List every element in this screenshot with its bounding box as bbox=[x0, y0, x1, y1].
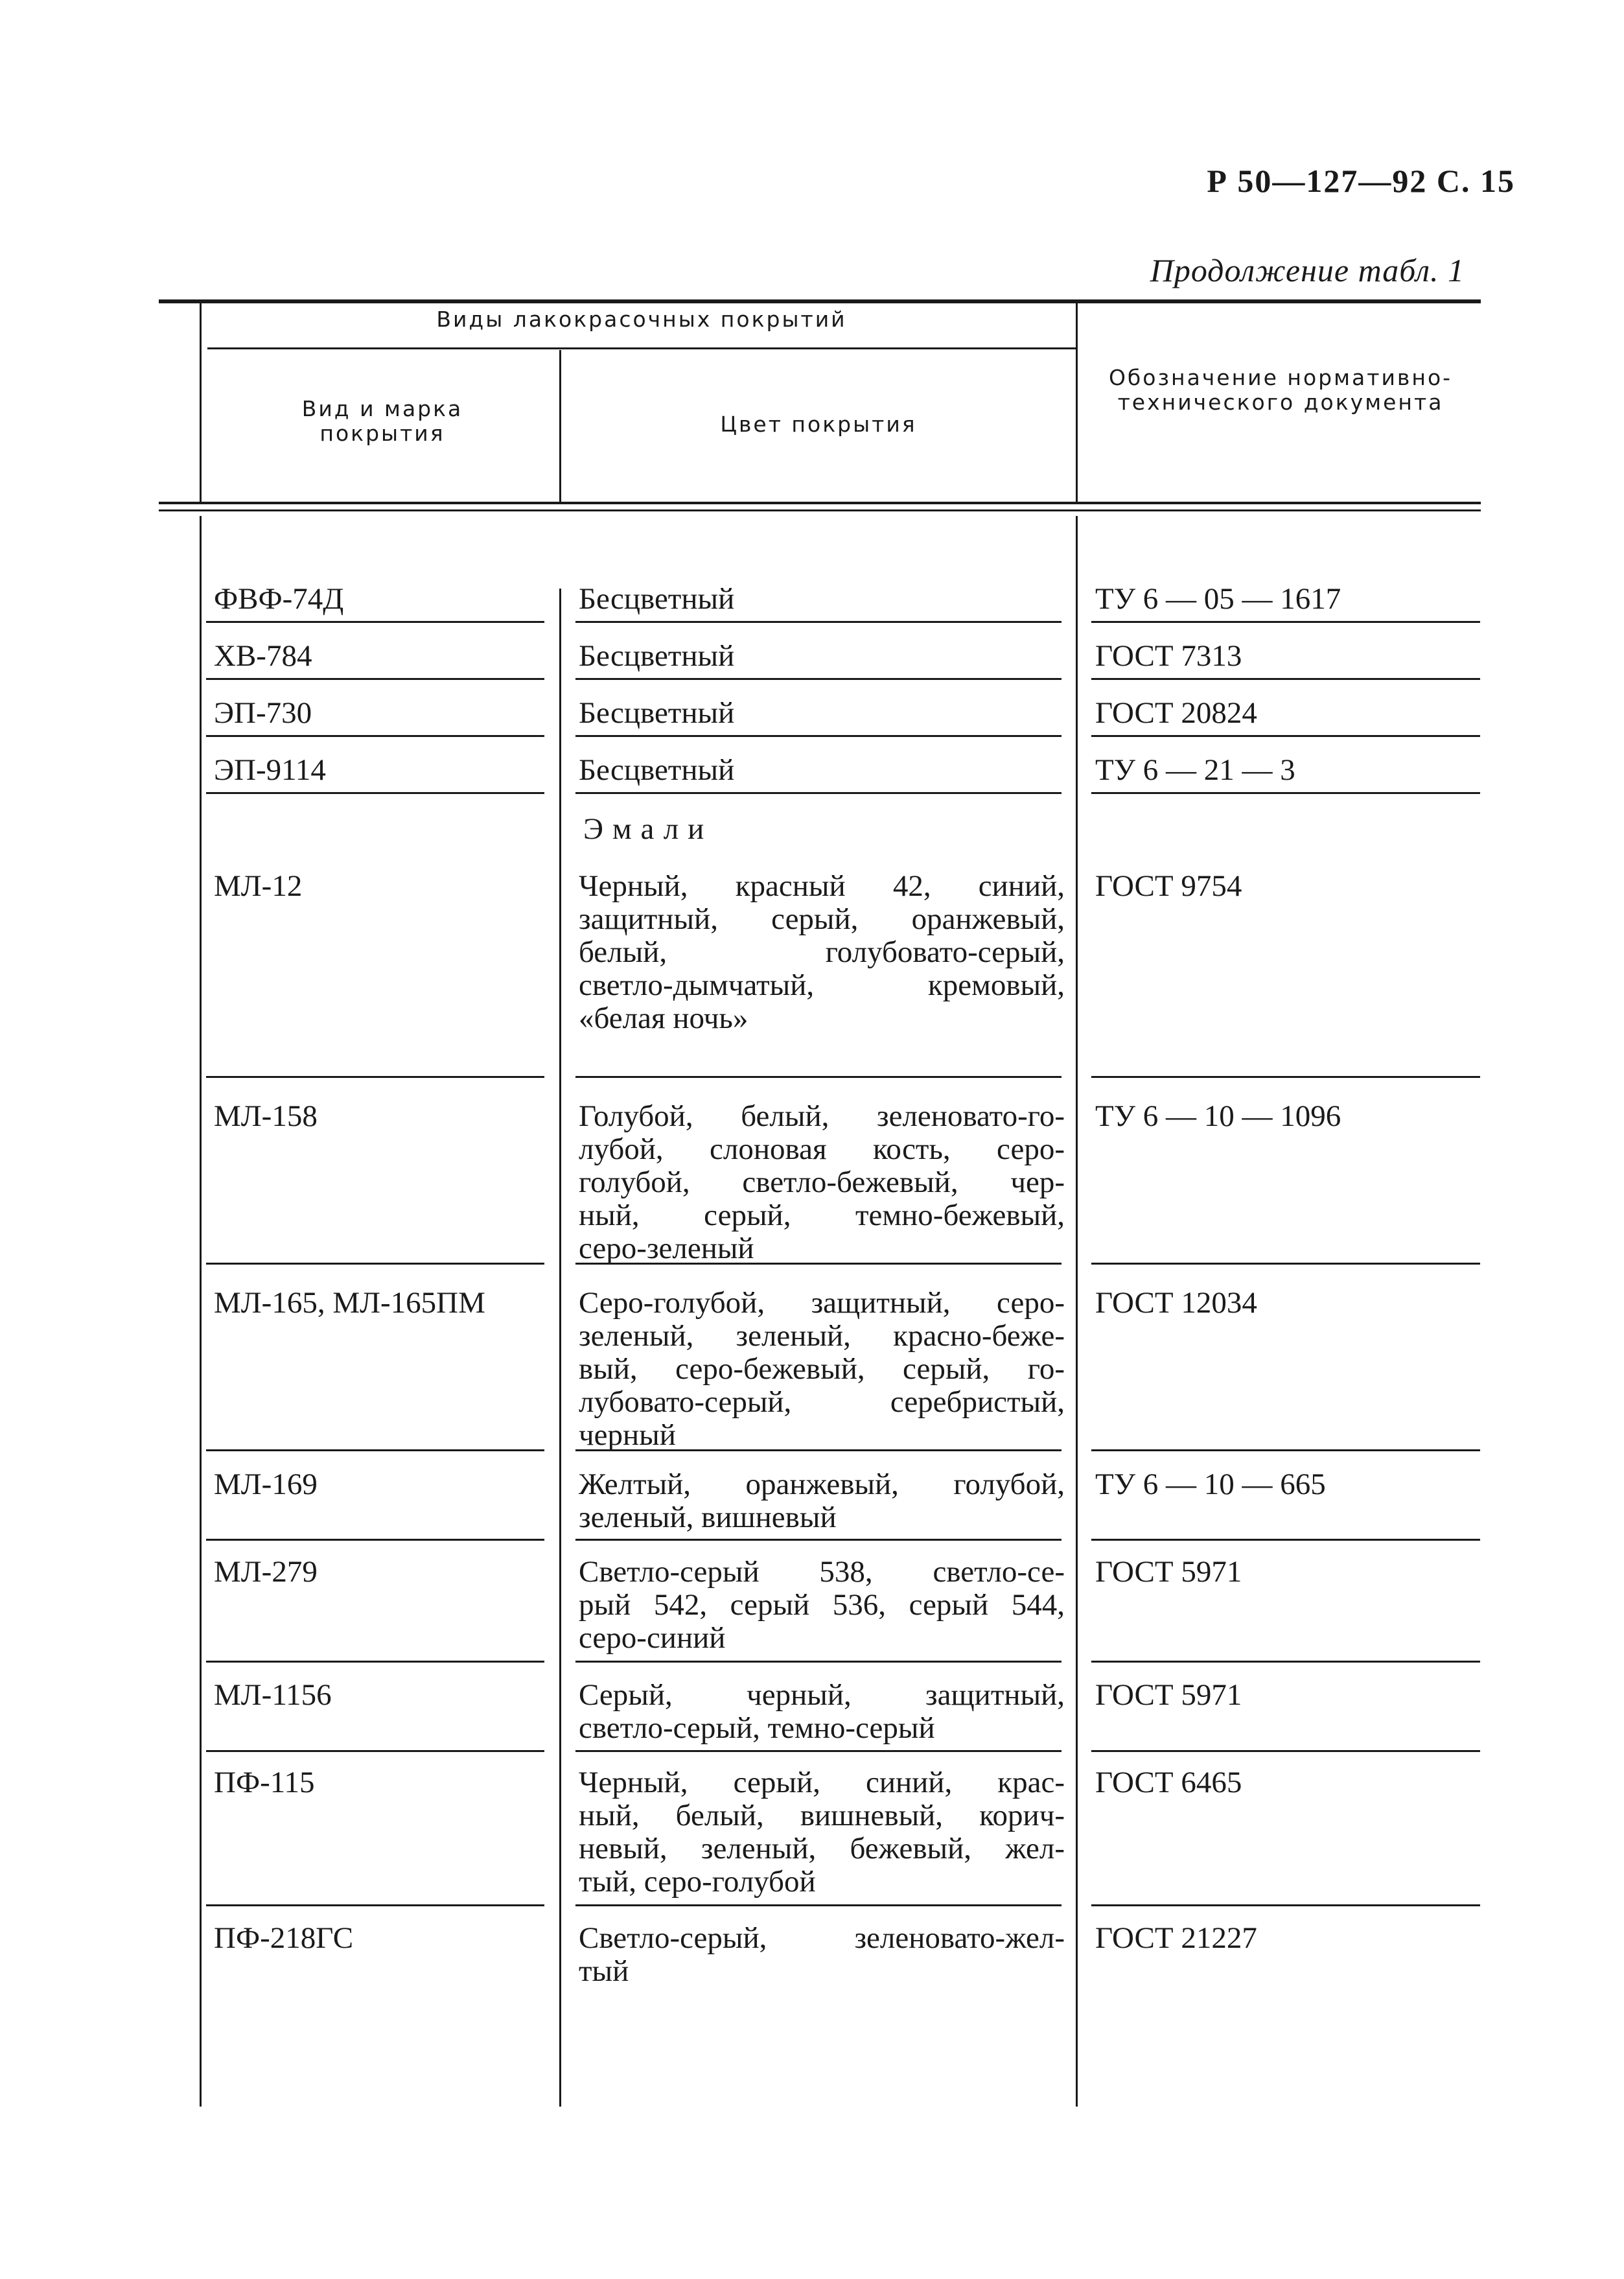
body-divider-grade bbox=[559, 589, 561, 2107]
color-line: рый 542, серый 536, серый 544, bbox=[579, 1588, 1065, 1622]
row-rule bbox=[575, 1904, 1061, 1906]
row-rule bbox=[575, 735, 1061, 737]
color-line: серо-синий bbox=[579, 1621, 726, 1655]
color-line: белый, голубовато-серый, bbox=[579, 935, 1065, 969]
color-line: Голубой, белый, зеленовато-го- bbox=[579, 1099, 1065, 1133]
row-rule bbox=[1091, 1076, 1480, 1078]
color-line: лубой, слоновая кость, серо- bbox=[579, 1132, 1065, 1166]
color-line: тый bbox=[579, 1954, 629, 1988]
grade-cell: МЛ-169 bbox=[214, 1467, 318, 1501]
document-cell: ГОСТ 20824 bbox=[1095, 696, 1257, 730]
header-document-label: Обозначение нормативно-технического документа bbox=[1108, 365, 1453, 415]
color-line: тый, серо-голубой bbox=[579, 1865, 816, 1899]
grade-cell: ПФ-115 bbox=[214, 1766, 315, 1799]
color-cell bbox=[579, 1468, 1065, 1534]
row-rule bbox=[575, 792, 1061, 794]
grade-cell: ЭП-9114 bbox=[214, 753, 326, 787]
grade-cell: ХВ-784 bbox=[214, 639, 312, 673]
grade-cell: МЛ-165, МЛ-165ПМ bbox=[214, 1286, 485, 1320]
header-color-label: Цвет покрытия bbox=[720, 412, 917, 437]
row-rule bbox=[1091, 792, 1480, 794]
color-line: черный bbox=[579, 1418, 676, 1452]
color-cell bbox=[579, 1679, 1065, 1745]
row-rule bbox=[1091, 1661, 1480, 1663]
document-cell: ГОСТ 5971 bbox=[1095, 1555, 1242, 1589]
row-rule bbox=[575, 1539, 1061, 1541]
row-rule bbox=[206, 735, 544, 737]
header-bottom-rule-1 bbox=[159, 502, 1481, 504]
color-line: невый, зеленый, бежевый, жел- bbox=[579, 1832, 1065, 1865]
color-line: защитный, серый, оранжевый, bbox=[579, 902, 1065, 936]
color-line: Черный, серый, синий, крас- bbox=[579, 1766, 1065, 1799]
color-line: ный, белый, вишневый, корич- bbox=[579, 1799, 1065, 1832]
color-cell bbox=[579, 640, 1065, 673]
row-rule bbox=[206, 1750, 544, 1752]
color-line: вый, серо-бежевый, серый, го- bbox=[579, 1352, 1065, 1386]
grade-cell: МЛ-1156 bbox=[214, 1678, 332, 1712]
document-cell: ТУ 6 — 10 — 1096 bbox=[1095, 1099, 1341, 1133]
row-rule bbox=[206, 1263, 544, 1265]
color-line: «белая ночь» bbox=[579, 1001, 748, 1035]
color-line: Бесцветный bbox=[579, 696, 735, 730]
color-line: Серый, черный, защитный, bbox=[579, 1678, 1065, 1712]
grade-cell: МЛ-279 bbox=[214, 1555, 318, 1589]
row-rule bbox=[1091, 621, 1480, 623]
row-rule bbox=[206, 792, 544, 794]
color-cell bbox=[579, 697, 1065, 730]
row-rule bbox=[575, 1076, 1061, 1078]
color-line: Желтый, оранжевый, голубой, bbox=[579, 1467, 1065, 1501]
row-rule bbox=[575, 678, 1061, 680]
color-line: Серо-голубой, защитный, серо- bbox=[579, 1286, 1065, 1320]
document-cell: ТУ 6 — 10 — 665 bbox=[1095, 1467, 1326, 1501]
color-cell bbox=[579, 754, 1065, 787]
grade-cell: ФВФ-74Д bbox=[214, 582, 344, 616]
color-line: Бесцветный bbox=[579, 639, 735, 673]
color-cell bbox=[579, 1287, 1065, 1452]
row-rule bbox=[206, 621, 544, 623]
section-heading: Эмали bbox=[583, 812, 713, 846]
row-rule bbox=[575, 1750, 1061, 1752]
row-rule bbox=[206, 1539, 544, 1541]
color-line: ный, серый, темно-бежевый, bbox=[579, 1198, 1065, 1232]
document-cell: ГОСТ 6465 bbox=[1095, 1766, 1242, 1799]
header-left-border bbox=[200, 302, 202, 502]
color-line: серо-зеленый bbox=[579, 1232, 754, 1265]
color-line: Светло-серый 538, светло-се- bbox=[579, 1555, 1065, 1589]
row-rule bbox=[206, 1449, 544, 1451]
row-rule bbox=[1091, 1449, 1480, 1451]
color-line: зеленый, зеленый, красно-беже- bbox=[579, 1319, 1065, 1353]
document-cell: ГОСТ 21227 bbox=[1095, 1921, 1257, 1955]
table-caption: Продолжение табл. 1 bbox=[1150, 252, 1465, 288]
header-bottom-rule-2 bbox=[159, 509, 1481, 511]
color-line: светло-серый, темно-серый bbox=[579, 1711, 935, 1745]
table-top-rule bbox=[159, 299, 1481, 303]
row-rule bbox=[206, 1904, 544, 1906]
grade-cell: МЛ-158 bbox=[214, 1099, 318, 1133]
document-cell: ГОСТ 5971 bbox=[1095, 1678, 1242, 1712]
row-rule bbox=[575, 1661, 1061, 1663]
row-rule bbox=[206, 1661, 544, 1663]
row-rule bbox=[206, 1076, 544, 1078]
body-left-border bbox=[200, 516, 202, 2107]
row-rule bbox=[1091, 1263, 1480, 1265]
body-divider-document bbox=[1076, 516, 1078, 2107]
color-cell bbox=[579, 1922, 1065, 1988]
row-rule bbox=[1091, 1539, 1480, 1541]
page-number: Р 50—127—92 С. 15 bbox=[1207, 163, 1515, 199]
document-cell: ТУ 6 — 21 — 3 bbox=[1095, 753, 1295, 787]
grade-cell: ПФ-218ГС bbox=[214, 1921, 354, 1955]
grade-cell: ЭП-730 bbox=[214, 696, 312, 730]
color-line: Черный, красный 42, синий, bbox=[579, 869, 1065, 903]
document-cell: ГОСТ 9754 bbox=[1095, 869, 1242, 903]
color-cell bbox=[579, 1766, 1065, 1899]
header-grade-label: Вид и марка покрытия bbox=[301, 396, 463, 446]
row-rule bbox=[1091, 678, 1480, 680]
header-divider-document bbox=[1076, 302, 1078, 502]
color-cell bbox=[579, 1556, 1065, 1655]
row-rule bbox=[1091, 735, 1480, 737]
row-rule bbox=[1091, 1904, 1480, 1906]
row-rule bbox=[1091, 1750, 1480, 1752]
color-line: Светло-серый, зеленовато-жел- bbox=[579, 1921, 1065, 1955]
color-line: зеленый, вишневый bbox=[579, 1501, 837, 1534]
color-line: лубовато-серый, серебристый, bbox=[579, 1385, 1065, 1419]
row-rule bbox=[206, 678, 544, 680]
color-cell bbox=[579, 583, 1065, 616]
color-cell bbox=[579, 870, 1065, 1035]
header-group-label: Виды лакокрасочных покрытий bbox=[436, 307, 847, 332]
document-cell: ГОСТ 7313 bbox=[1095, 639, 1242, 673]
header-group-rule bbox=[207, 347, 1077, 349]
document-cell: ТУ 6 — 05 — 1617 bbox=[1095, 582, 1341, 616]
color-line: голубой, светло-бежевый, чер- bbox=[579, 1165, 1065, 1199]
grade-cell: МЛ-12 bbox=[214, 869, 303, 903]
color-cell bbox=[579, 1100, 1065, 1265]
color-line: Бесцветный bbox=[579, 582, 735, 616]
document-cell: ГОСТ 12034 bbox=[1095, 1286, 1257, 1320]
row-rule bbox=[575, 621, 1061, 623]
color-line: Бесцветный bbox=[579, 753, 735, 787]
color-line: светло-дымчатый, кремовый, bbox=[579, 968, 1065, 1002]
